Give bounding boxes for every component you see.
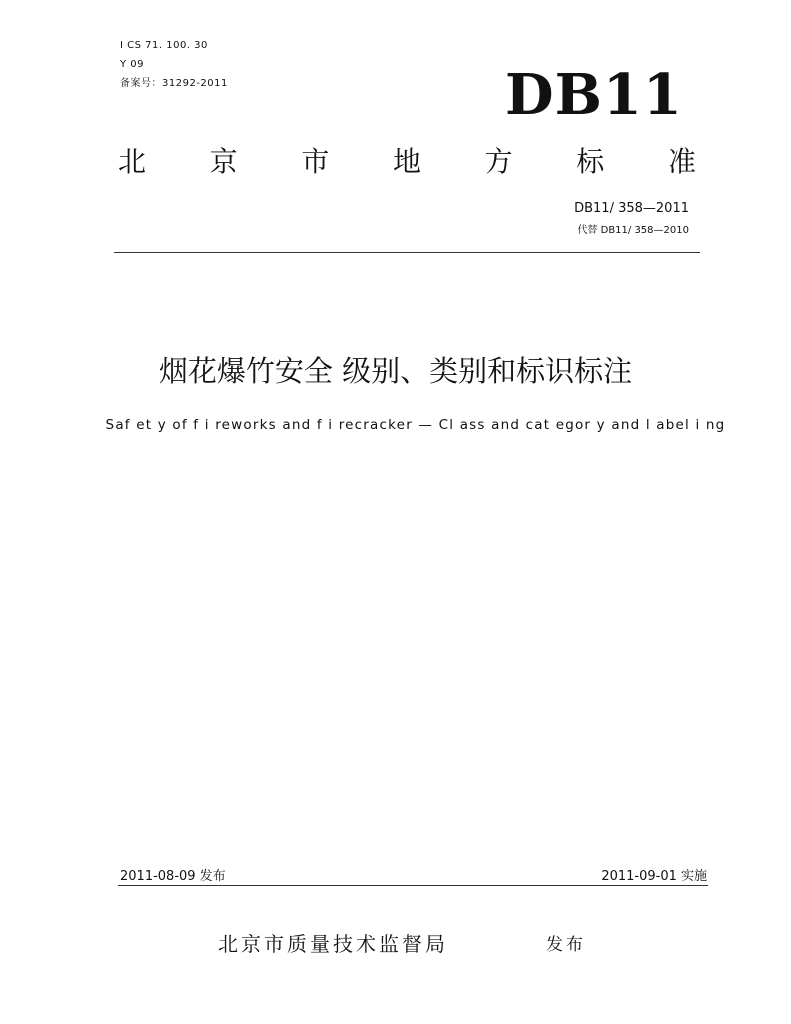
standard-type-heading bbox=[118, 140, 696, 184]
standard-number: DB11/ 358—2011 bbox=[574, 201, 689, 216]
issue-date: 2011-08-09 发布 bbox=[120, 869, 226, 884]
footer-divider bbox=[118, 885, 708, 886]
classification-code: Y 09 bbox=[120, 59, 145, 70]
standard-type-char: 地 bbox=[392, 145, 421, 178]
standard-type-char: 京 bbox=[209, 145, 238, 178]
document-title-english: Saf et y of f i reworks and f i recracker — Cl ass and cat egor y and l abel i ng bbox=[105, 417, 726, 433]
issuing-authority: 北京市质量技术监督局 bbox=[218, 932, 448, 956]
document-title-chinese: 烟花爆竹安全 级别、类别和标识标注 bbox=[158, 354, 633, 388]
standard-type-char: 市 bbox=[301, 145, 330, 178]
standard-type-char: 准 bbox=[667, 145, 696, 178]
implementation-date: 2011-09-01 实施 bbox=[601, 869, 707, 884]
ics-code: I CS 71. 100. 30 bbox=[120, 40, 208, 51]
issuing-verb: 发布 bbox=[546, 935, 586, 955]
standard-type-char: 标 bbox=[576, 145, 605, 178]
standard-type-char: 北 bbox=[118, 145, 147, 178]
header-divider bbox=[114, 252, 700, 253]
replaces-standard: 代替 DB11/ 358—2010 bbox=[577, 225, 689, 236]
db11-logo: DB11 bbox=[505, 62, 683, 128]
standard-type-char: 方 bbox=[484, 145, 513, 178]
record-number: 备案号：31292-2011 bbox=[120, 78, 228, 89]
